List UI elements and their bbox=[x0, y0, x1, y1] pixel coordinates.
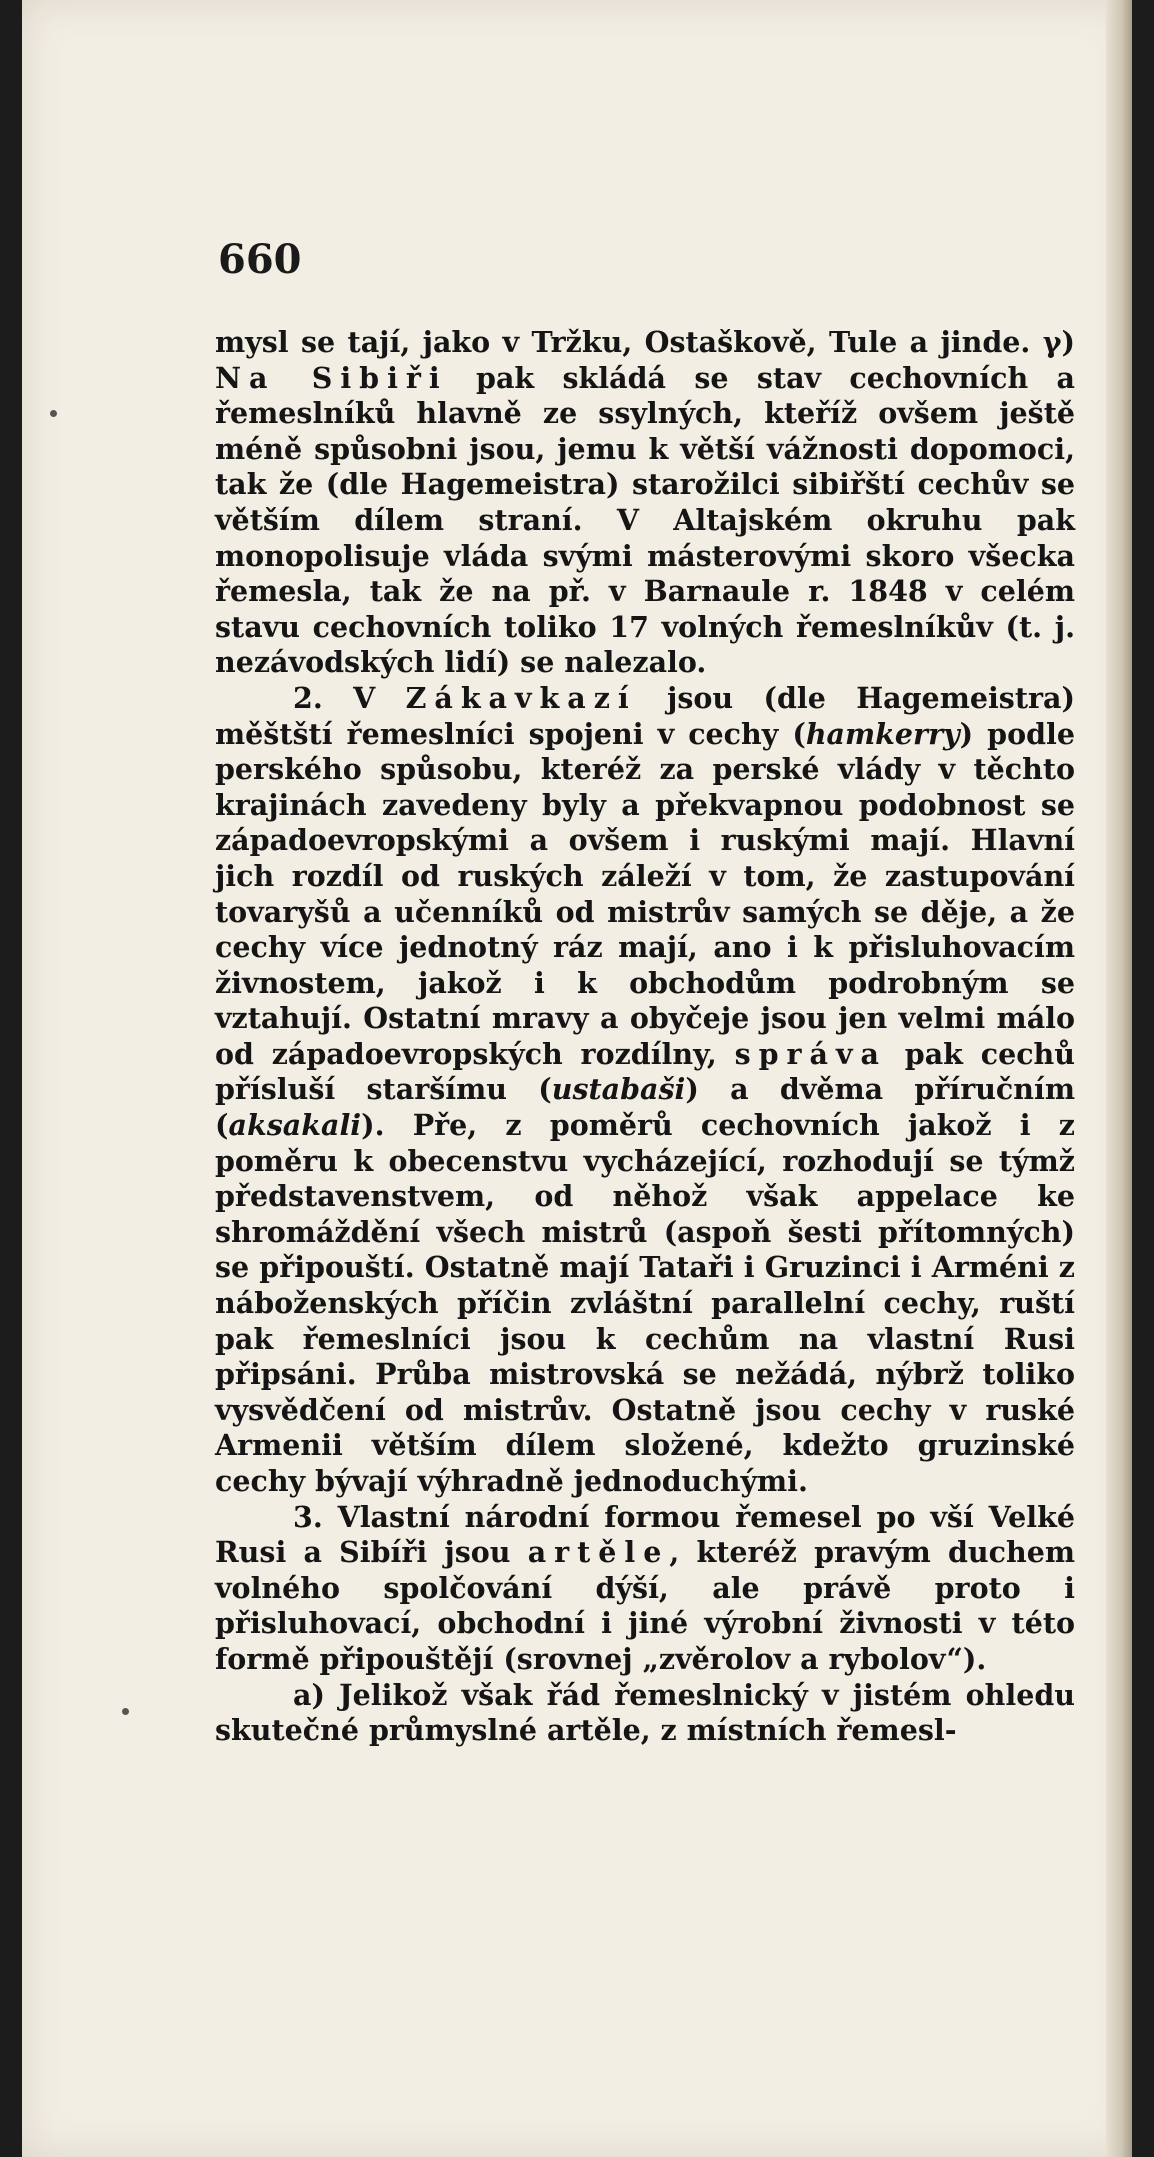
text-run: jsou (dle Hagemeistra) měštští řemeslníci spojeni v cechy ( bbox=[215, 680, 1075, 751]
text-run: pak cechů přísluší staršímu ( bbox=[215, 1036, 1075, 1107]
text-run: ). Pře, z poměrů cechovních jakož i z poměru k obecenstvu vycházející, rozhodují se týmž představenstvem, od něhož však appelace ke shromáždění všech mistrů (aspoň šesti přítomných) se připouští. Ostatně mají Tataři i Gruzinci i Arméni z náboženských příčin zvláštní parallelní cechy, ruští pak řemeslníci jsou k cechům na vlastní Rusi připsáni. Průba mistrovská se nežádá, nýbrž toliko vysvědčení od mistrův. Ostatně jsou cechy v ruské Armenii větším dílem složené, kdežto gruzinské cechy bývají výhradně jednoduchými. bbox=[215, 1108, 1075, 1498]
spaced-emphasis: Na Sibiři bbox=[215, 360, 448, 395]
text-run: pak skládá se stav cechovních a řemeslníků hlavně ze ssylných, kteříž ovšem ještě méně spůsobni jsou, jemu k větší vážnosti dopomoci, tak že (dle Hagemeistra) starožilci sibiřští cechův se větším dílem straní. V Altajském okruhu pak monopolisuje vláda svými másterovými skoro všecka řemesla, tak že na př. v Barnaule r. 1848 v celém stavu cechovních toliko 17 volných řemeslníkův (t. j. nezávodských lidí) se nalezalo. bbox=[215, 360, 1075, 680]
spaced-emphasis: artěle bbox=[527, 1535, 670, 1570]
text-run: , kteréž pravým duchem volného spolčování dýší, ale právě proto i přisluhovací, obchodní i jiné výrobní živnosti v této formě připouštějí (srovnej „zvěrolov a rybolov“). bbox=[215, 1535, 1075, 1676]
page-body-text bbox=[215, 325, 1075, 1749]
text-run: mysl se tají, jako v Tržku, Ostaškově, Tule a jinde. γ) bbox=[215, 325, 1075, 359]
paragraph bbox=[215, 1500, 1075, 1678]
italic-term: ustabaši bbox=[551, 1072, 686, 1107]
spaced-emphasis: správa bbox=[734, 1036, 887, 1071]
paragraph bbox=[215, 325, 1075, 681]
italic-term: aksakali bbox=[228, 1108, 362, 1143]
scan-speck bbox=[50, 410, 57, 417]
text-run: 3. Vlastní národní formou řemesel po vší Velké Rusi a Sibíři jsou bbox=[215, 1499, 1075, 1570]
text-run: ) podle perského spůsobu, kteréž za perské vlády v těchto krajinách zavedeny byly a překvapnou podobnost se západoevropskými a ovšem i ruskými mají. Hlavní jich rozdíl od ruských záleží v tom, že zastupování tovaryšů a učenníků od mistrův samých se děje, a že cechy více jednotný ráz mají, ano i k přisluhovacím živnostem, jakož i k obchodům podrobným se vztahují. Ostatní mravy a obyčeje jsou jen velmi málo od západoevropských rozdílny, bbox=[215, 716, 1075, 1071]
spaced-emphasis: Zákavkazí bbox=[405, 680, 637, 715]
page-number: 660 bbox=[218, 236, 302, 283]
text-run: a) Jelikož však řád řemeslnický v jistém ohledu skutečné průmyslné artěle, z místních řemesl- bbox=[215, 1677, 1075, 1748]
text-run: ) a dvěma příručním ( bbox=[215, 1072, 1075, 1143]
paragraph bbox=[215, 1678, 1075, 1749]
scan-speck bbox=[122, 1708, 129, 1715]
italic-term: hamkerry bbox=[805, 716, 960, 751]
page-spine-shadow bbox=[1106, 0, 1132, 2157]
text-run: 2. V bbox=[293, 680, 406, 715]
paragraph bbox=[215, 681, 1075, 1500]
